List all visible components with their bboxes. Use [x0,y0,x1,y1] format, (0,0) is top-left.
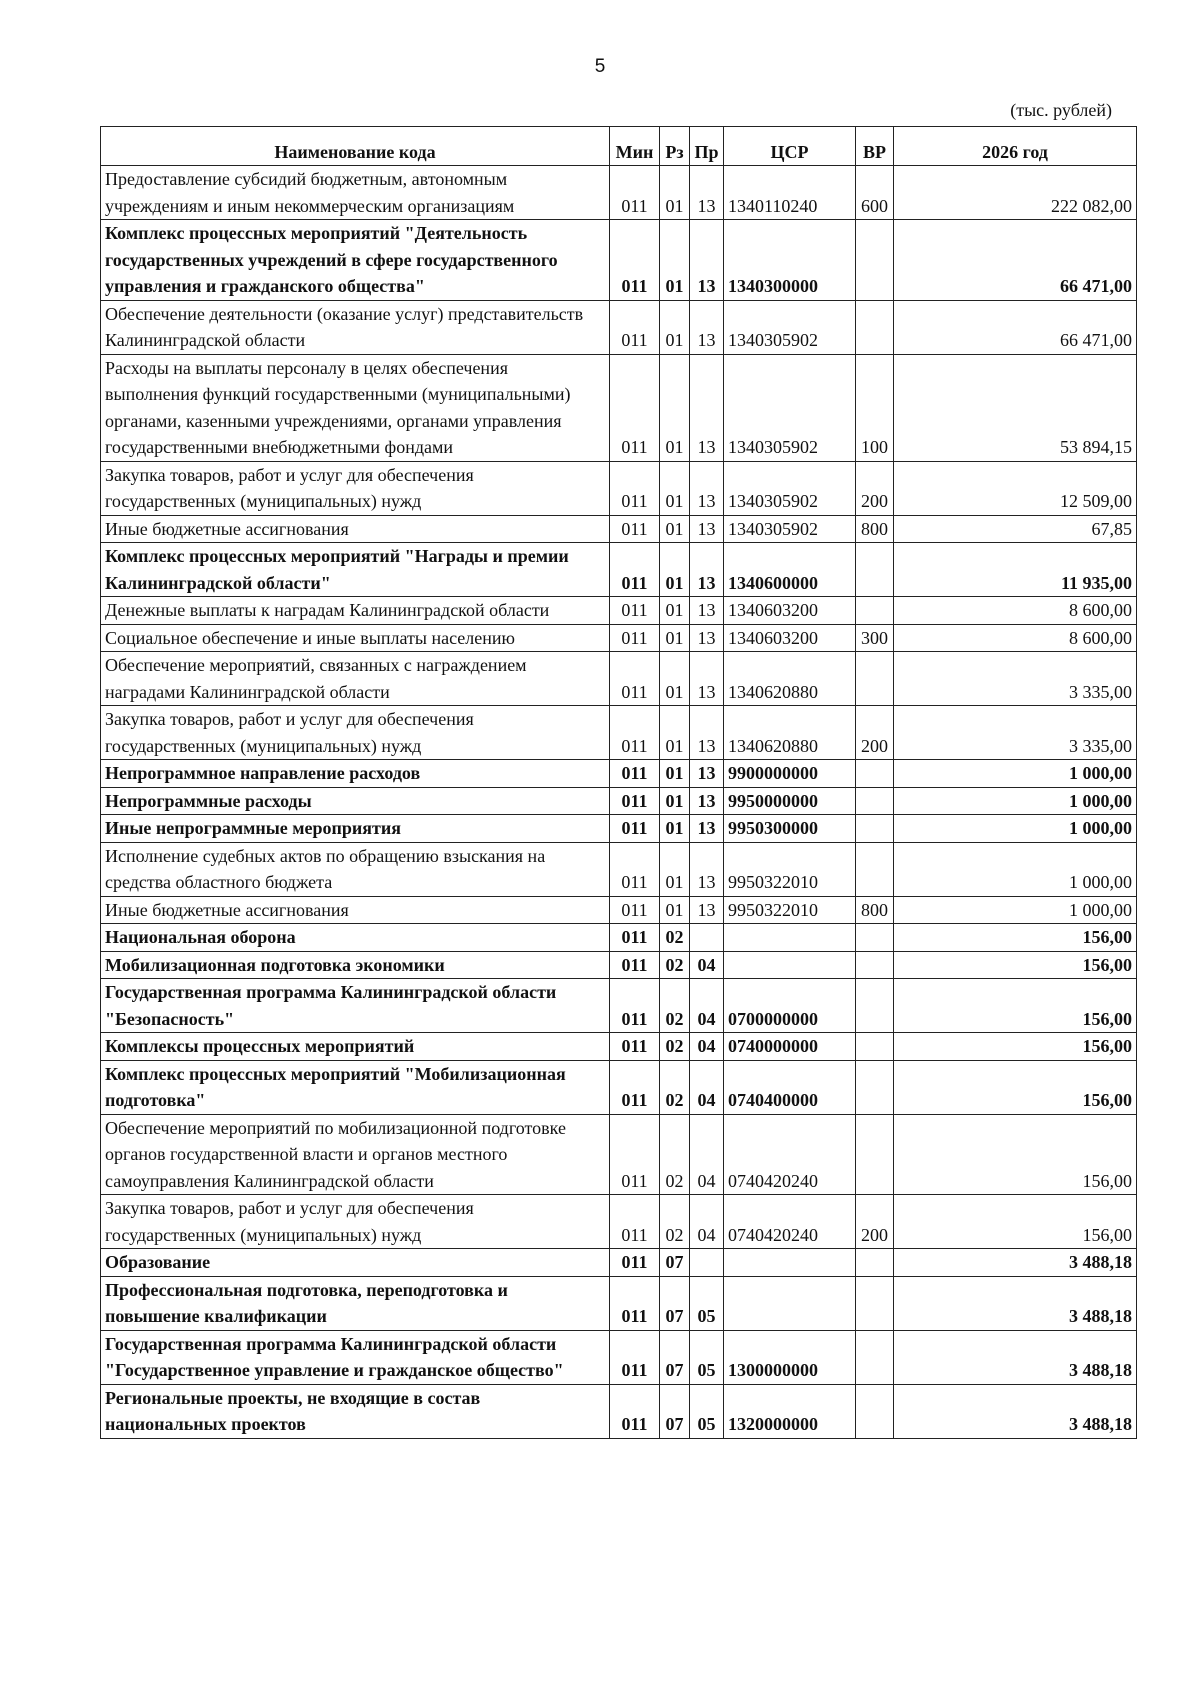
row-csr: 9950322010 [724,896,856,924]
row-amount: 3 488,18 [894,1249,1137,1277]
table-row [101,166,1137,220]
row-pr: 13 [690,896,724,924]
row-csr: 9900000000 [724,760,856,788]
row-amount: 53 894,15 [894,354,1137,461]
row-rz: 01 [660,543,690,597]
row-min: 011 [610,597,660,625]
header-year: 2026 год [894,127,1137,166]
row-pr: 13 [690,760,724,788]
row-amount: 1 000,00 [894,896,1137,924]
table-row [101,597,1137,625]
row-pr: 05 [690,1384,724,1438]
units-label: (тыс. рублей) [1010,100,1112,120]
row-vr [856,760,894,788]
row-vr: 300 [856,624,894,652]
row-vr [856,543,894,597]
row-csr [724,1276,856,1330]
row-csr: 0740420240 [724,1114,856,1195]
row-min: 011 [610,652,660,706]
row-vr [856,1384,894,1438]
row-rz: 07 [660,1249,690,1277]
row-rz: 01 [660,815,690,843]
row-min: 011 [610,1060,660,1114]
row-csr [724,1249,856,1277]
row-rz: 02 [660,951,690,979]
row-name: Закупка товаров, работ и услуг для обеспечения государственных (муниципальных) нужд [101,706,610,760]
row-pr: 05 [690,1330,724,1384]
row-amount: 67,85 [894,515,1137,543]
table-row [101,706,1137,760]
row-amount: 8 600,00 [894,624,1137,652]
table-row [101,842,1137,896]
row-rz: 01 [660,706,690,760]
row-min: 011 [610,787,660,815]
row-min: 011 [610,924,660,952]
row-min: 011 [610,815,660,843]
row-vr [856,924,894,952]
row-min: 011 [610,1114,660,1195]
row-rz: 02 [660,1195,690,1249]
row-csr: 1340620880 [724,652,856,706]
row-amount: 11 935,00 [894,543,1137,597]
row-pr: 04 [690,1033,724,1061]
row-pr: 13 [690,461,724,515]
row-csr: 0740420240 [724,1195,856,1249]
row-name: Исполнение судебных актов по обращению взыскания на средства областного бюджета [101,842,610,896]
row-rz: 01 [660,300,690,354]
row-rz: 01 [660,760,690,788]
row-name: Профессиональная подготовка, переподготовка и повышение квалификации [101,1276,610,1330]
row-amount: 156,00 [894,1060,1137,1114]
row-csr: 1340110240 [724,166,856,220]
row-csr: 1340305902 [724,300,856,354]
row-pr: 04 [690,1060,724,1114]
row-amount: 66 471,00 [894,220,1137,301]
row-vr [856,787,894,815]
header-pr: Пр [690,127,724,166]
row-pr: 13 [690,815,724,843]
row-csr: 1300000000 [724,1330,856,1384]
row-rz: 07 [660,1276,690,1330]
row-rz: 02 [660,1060,690,1114]
row-vr [856,1060,894,1114]
row-pr: 13 [690,652,724,706]
row-name: Обеспечение мероприятий, связанных с награждением наградами Калининградской области [101,652,610,706]
row-rz: 01 [660,652,690,706]
row-rz: 02 [660,1033,690,1061]
row-amount: 3 488,18 [894,1384,1137,1438]
row-vr [856,1033,894,1061]
row-pr: 13 [690,166,724,220]
row-rz: 02 [660,924,690,952]
row-csr: 1320000000 [724,1384,856,1438]
row-vr: 800 [856,515,894,543]
table-row [101,515,1137,543]
row-name: Государственная программа Калининградской области "Безопасность" [101,979,610,1033]
row-min: 011 [610,951,660,979]
table-row [101,1114,1137,1195]
table-row [101,951,1137,979]
row-pr: 13 [690,787,724,815]
row-min: 011 [610,1384,660,1438]
row-amount: 156,00 [894,951,1137,979]
row-vr [856,951,894,979]
row-rz: 01 [660,597,690,625]
table-row [101,1384,1137,1438]
row-min: 011 [610,461,660,515]
row-name: Непрограммное направление расходов [101,760,610,788]
table-row [101,1330,1137,1384]
table-row [101,1249,1137,1277]
row-pr: 13 [690,543,724,597]
row-csr [724,924,856,952]
row-vr [856,597,894,625]
page-number: 5 [594,56,606,77]
row-rz: 01 [660,354,690,461]
row-vr [856,300,894,354]
row-rz: 01 [660,896,690,924]
row-pr: 13 [690,220,724,301]
row-rz: 02 [660,979,690,1033]
row-pr: 13 [690,597,724,625]
row-amount: 3 488,18 [894,1330,1137,1384]
table-row [101,1033,1137,1061]
row-rz: 07 [660,1330,690,1384]
row-csr: 0740000000 [724,1033,856,1061]
row-rz: 01 [660,842,690,896]
row-name: Непрограммные расходы [101,787,610,815]
table-row [101,924,1137,952]
row-name: Социальное обеспечение и иные выплаты населению [101,624,610,652]
row-vr [856,815,894,843]
row-csr: 1340603200 [724,624,856,652]
header-csr: ЦСР [724,127,856,166]
row-name: Региональные проекты, не входящие в состав национальных проектов [101,1384,610,1438]
header-rz: Рз [660,127,690,166]
row-rz: 01 [660,515,690,543]
row-csr: 1340305902 [724,354,856,461]
row-name: Иные бюджетные ассигнования [101,515,610,543]
row-vr: 100 [856,354,894,461]
row-rz: 01 [660,461,690,515]
row-name: Денежные выплаты к наградам Калининградской области [101,597,610,625]
row-name: Иные бюджетные ассигнования [101,896,610,924]
table-row [101,652,1137,706]
table-row [101,624,1137,652]
row-vr: 200 [856,1195,894,1249]
row-min: 011 [610,842,660,896]
row-min: 011 [610,706,660,760]
row-name: Государственная программа Калининградской области "Государственное управление и гражданское общество" [101,1330,610,1384]
row-name: Комплексы процессных мероприятий [101,1033,610,1061]
row-csr: 9950300000 [724,815,856,843]
table-body [101,166,1137,1439]
row-name: Комплекс процессных мероприятий "Награды и премии Калининградской области" [101,543,610,597]
row-min: 011 [610,515,660,543]
row-name: Закупка товаров, работ и услуг для обеспечения государственных (муниципальных) нужд [101,1195,610,1249]
row-csr [724,951,856,979]
table-header-row [101,127,1137,166]
row-vr: 200 [856,461,894,515]
row-name: Обеспечение мероприятий по мобилизационной подготовке органов государственной власти и органов местного самоуправления Калининградской области [101,1114,610,1195]
row-pr: 13 [690,842,724,896]
row-name: Предоставление субсидий бюджетным, автономным учреждениям и иным некоммерческим организациям [101,166,610,220]
row-min: 011 [610,1330,660,1384]
row-csr: 1340305902 [724,515,856,543]
row-amount: 156,00 [894,924,1137,952]
row-name: Комплекс процессных мероприятий "Мобилизационная подготовка" [101,1060,610,1114]
row-rz: 01 [660,787,690,815]
table-row [101,979,1137,1033]
table-row [101,760,1137,788]
table-row [101,896,1137,924]
row-name: Национальная оборона [101,924,610,952]
row-pr: 13 [690,300,724,354]
table-row [101,354,1137,461]
row-pr: 04 [690,1195,724,1249]
row-amount: 3 335,00 [894,706,1137,760]
row-min: 011 [610,543,660,597]
header-name: Наименование кода [101,127,610,166]
row-csr: 0740400000 [724,1060,856,1114]
row-rz: 01 [660,220,690,301]
row-name: Комплекс процессных мероприятий "Деятельность государственных учреждений в сфере государственного управления и гражданского общества" [101,220,610,301]
row-min: 011 [610,300,660,354]
row-vr [856,652,894,706]
header-vr: ВР [856,127,894,166]
row-min: 011 [610,760,660,788]
row-amount: 1 000,00 [894,842,1137,896]
row-amount: 156,00 [894,1195,1137,1249]
row-name: Образование [101,1249,610,1277]
table-row [101,300,1137,354]
row-amount: 1 000,00 [894,760,1137,788]
row-min: 011 [610,166,660,220]
row-amount: 66 471,00 [894,300,1137,354]
row-csr: 1340600000 [724,543,856,597]
row-amount: 156,00 [894,979,1137,1033]
row-pr [690,924,724,952]
row-rz: 07 [660,1384,690,1438]
row-amount: 3 488,18 [894,1276,1137,1330]
row-min: 011 [610,896,660,924]
row-pr: 04 [690,951,724,979]
table-row [101,787,1137,815]
row-pr: 04 [690,1114,724,1195]
row-min: 011 [610,624,660,652]
row-vr [856,220,894,301]
table-row [101,1060,1137,1114]
row-min: 011 [610,354,660,461]
row-pr: 13 [690,706,724,760]
table-row [101,220,1137,301]
row-amount: 3 335,00 [894,652,1137,706]
row-amount: 156,00 [894,1114,1137,1195]
row-rz: 01 [660,624,690,652]
row-csr: 1340603200 [724,597,856,625]
row-amount: 222 082,00 [894,166,1137,220]
row-pr: 04 [690,979,724,1033]
row-vr: 600 [856,166,894,220]
row-pr: 05 [690,1276,724,1330]
row-name: Мобилизационная подготовка экономики [101,951,610,979]
row-pr [690,1249,724,1277]
row-csr: 1340300000 [724,220,856,301]
row-csr: 1340305902 [724,461,856,515]
table-row [101,1195,1137,1249]
table-row [101,815,1137,843]
row-amount: 8 600,00 [894,597,1137,625]
row-min: 011 [610,979,660,1033]
row-amount: 1 000,00 [894,815,1137,843]
row-vr [856,1114,894,1195]
row-rz: 02 [660,1114,690,1195]
row-vr [856,1249,894,1277]
header-min: Мин [610,127,660,166]
row-min: 011 [610,1276,660,1330]
row-csr: 1340620880 [724,706,856,760]
row-amount: 1 000,00 [894,787,1137,815]
table-row [101,543,1137,597]
row-pr: 13 [690,624,724,652]
row-vr [856,979,894,1033]
budget-table [100,126,1137,1439]
row-amount: 12 509,00 [894,461,1137,515]
table-row [101,1276,1137,1330]
row-pr: 13 [690,515,724,543]
row-min: 011 [610,220,660,301]
row-name: Расходы на выплаты персоналу в целях обеспечения выполнения функций государственными (муниципальными) органами, казенными учреждениями, органами управления государственными внебюджетными фондами [101,354,610,461]
row-name: Закупка товаров, работ и услуг для обеспечения государственных (муниципальных) нужд [101,461,610,515]
row-vr [856,1276,894,1330]
row-min: 011 [610,1033,660,1061]
row-vr [856,1330,894,1384]
row-pr: 13 [690,354,724,461]
row-csr: 9950322010 [724,842,856,896]
row-csr: 0700000000 [724,979,856,1033]
row-amount: 156,00 [894,1033,1137,1061]
table-row [101,461,1137,515]
row-vr: 800 [856,896,894,924]
row-name: Обеспечение деятельности (оказание услуг) представительств Калининградской области [101,300,610,354]
row-csr: 9950000000 [724,787,856,815]
row-vr: 200 [856,706,894,760]
row-min: 011 [610,1249,660,1277]
row-rz: 01 [660,166,690,220]
row-vr [856,842,894,896]
row-min: 011 [610,1195,660,1249]
row-name: Иные непрограммные мероприятия [101,815,610,843]
